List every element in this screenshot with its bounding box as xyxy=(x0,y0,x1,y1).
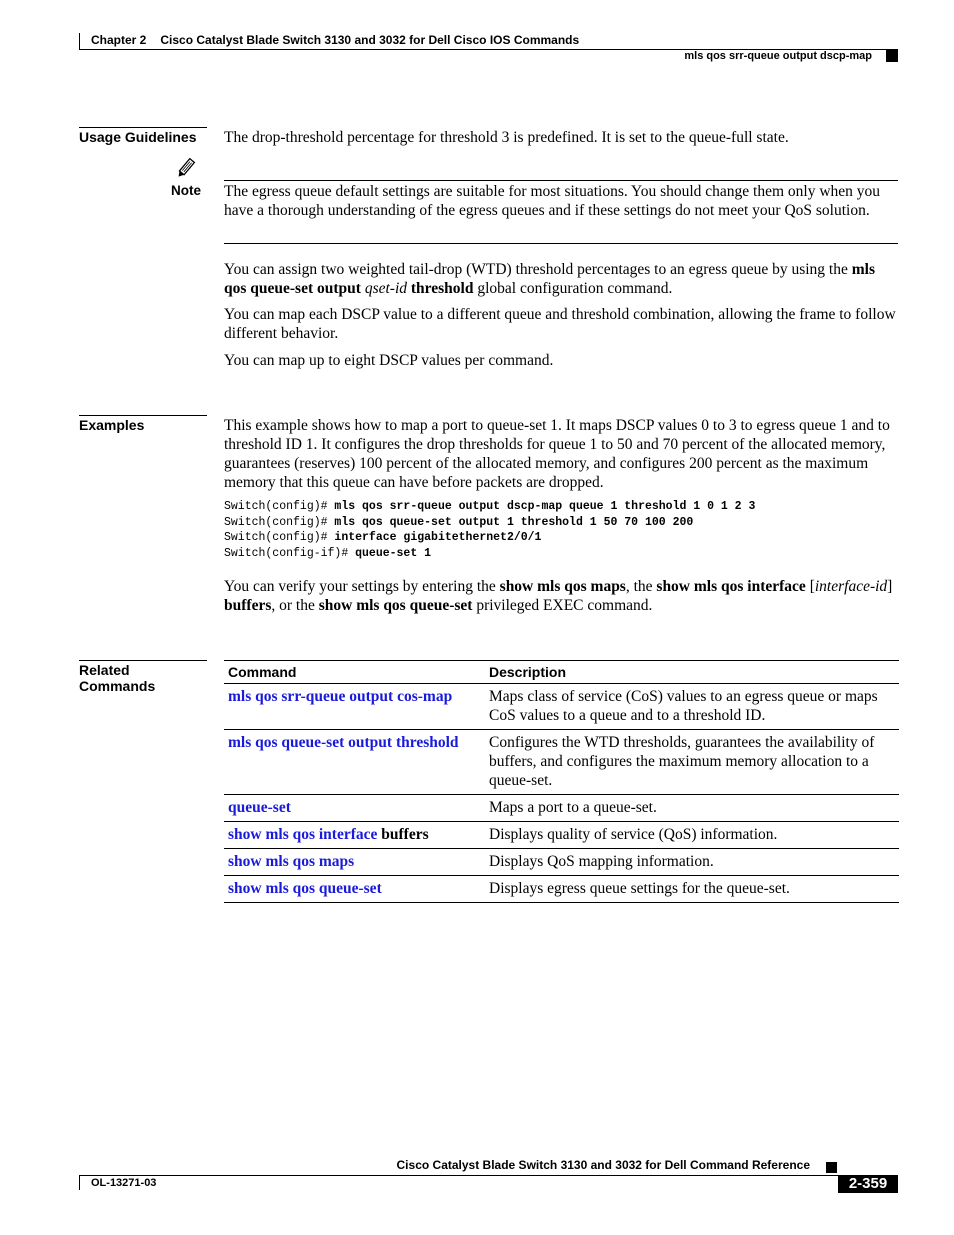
command-cell xyxy=(224,684,485,730)
description-cell: Displays quality of service (QoS) information. xyxy=(485,822,899,849)
command-mls-qos-queue-set-output: mls qos queue-set output xyxy=(224,261,875,297)
usage-paragraph-wtd xyxy=(224,260,898,298)
table-row xyxy=(224,684,899,730)
header-section-title: mls qos srr-queue output dscp-map xyxy=(684,50,872,62)
link-mls-qos-queue-set-output-threshold[interactable]: mls qos queue-set output threshold xyxy=(228,734,459,751)
note-text: The egress queue default settings are suitable for most situations. You should change them only when you have a thorough understanding of the egress queues and if these settings do not meet your QoS solution. xyxy=(224,183,881,219)
usage-paragraph-dscp-map: You can map each DSCP value to a different queue and threshold combination, allowing the frame to follow different behavior. xyxy=(224,306,896,342)
note-label: Note xyxy=(171,183,201,198)
column-header-command: Command xyxy=(224,661,485,684)
table-header-row xyxy=(224,661,899,684)
footer-left-bar xyxy=(79,1175,80,1190)
command-cell xyxy=(224,730,485,795)
header-left-bar xyxy=(79,33,80,50)
text-run: [ xyxy=(805,578,815,595)
footer-page-number: 2-359 xyxy=(838,1175,898,1193)
text-run: , the xyxy=(625,578,657,595)
table-row xyxy=(224,876,899,903)
description-cell: Configures the WTD thresholds, guarantees the availability of buffers, and configures the maximum memory allocation to a queue-set. xyxy=(485,730,899,795)
header-chapter xyxy=(91,33,579,47)
code-command: interface gigabitethernet2/0/1 xyxy=(334,531,542,544)
usage-paragraph-eight-values: You can map up to eight DSCP values per command. xyxy=(224,352,554,369)
examples-intro: This example shows how to map a port to queue-set 1. It maps DSCP values 0 to 3 to egress queue 1 and to threshold ID 1. It configures the drop thresholds for queue 1 to 50 and 70 percent of the allocated memory, guarantees (reserves) 100 percent of the allocated memory, and configures 200 percent as the maximum memory that this queue can have before packets are dropped. xyxy=(224,417,890,491)
link-queue-set[interactable]: queue-set xyxy=(228,799,291,816)
command-cell xyxy=(224,876,485,903)
code-prompt: Switch(config)# xyxy=(224,531,335,544)
link-show-mls-qos-queue-set[interactable]: show mls qos queue-set xyxy=(228,880,382,897)
description-cell: Displays egress queue settings for the queue-set. xyxy=(485,876,899,903)
code-prompt: Switch(config-if)# xyxy=(224,546,356,560)
command-cell xyxy=(224,849,485,876)
code-command: mls qos queue-set output 1 threshold 1 50 70 100 200 xyxy=(334,515,694,529)
text-run: ] xyxy=(887,578,893,595)
header-marker xyxy=(886,50,898,62)
table-row xyxy=(224,849,899,876)
command-show-mls-qos-maps: show mls qos maps xyxy=(499,578,626,595)
related-commands-table xyxy=(224,660,899,903)
code-line xyxy=(224,515,755,531)
chapter-number: Chapter 2 xyxy=(91,33,147,47)
command-show-mls-qos-interface: show mls qos interface xyxy=(656,578,806,595)
note-bottom-rule xyxy=(224,243,898,244)
command-suffix: buffers xyxy=(377,826,429,843)
argument-interface-id: interface-id xyxy=(814,578,888,595)
usage-guidelines-rule xyxy=(79,127,207,128)
footer-rule xyxy=(79,1175,838,1176)
command-cell xyxy=(224,795,485,822)
link-mls-qos-srr-queue-output-cos-map[interactable]: mls qos srr-queue output cos-map xyxy=(228,688,453,705)
link-show-mls-qos-maps[interactable]: show mls qos maps xyxy=(228,853,355,870)
examples-rule xyxy=(79,415,207,416)
code-command: mls qos srr-queue output dscp-map queue 1 threshold 1 0 1 2 3 xyxy=(334,500,756,513)
link-show-mls-qos-interface[interactable]: show mls qos interface xyxy=(228,826,378,843)
column-header-description: Description xyxy=(485,661,899,684)
code-prompt: Switch(config)# xyxy=(224,500,335,513)
pencil-note-icon xyxy=(173,157,197,181)
description-cell: Maps a port to a queue-set. xyxy=(485,795,899,822)
description-cell: Maps class of service (CoS) values to an egress queue or maps CoS values to a queue and to a threshold ID. xyxy=(485,684,899,730)
text-run: You can assign two weighted tail-drop (WTD) threshold percentages to an egress queue by using the xyxy=(224,261,852,278)
command-show-mls-qos-queue-set: show mls qos queue-set xyxy=(318,597,473,614)
code-prompt: Switch(config)# xyxy=(224,515,335,529)
note-top-rule xyxy=(224,180,898,181)
code-line xyxy=(224,499,755,515)
keyword-buffers: buffers xyxy=(224,597,272,614)
examples-label: Examples xyxy=(79,417,145,433)
usage-guidelines-intro: The drop-threshold percentage for threshold 3 is predefined. It is set to the queue-full state. xyxy=(224,129,789,146)
table-row xyxy=(224,822,899,849)
text-run: , or the xyxy=(271,597,319,614)
keyword-threshold: threshold xyxy=(410,280,474,297)
code-line xyxy=(224,546,755,562)
footer-book-title: Cisco Catalyst Blade Switch 3130 and 3032 for Dell Command Reference xyxy=(396,1158,810,1172)
examples-verify-paragraph xyxy=(224,577,898,615)
code-line xyxy=(224,530,755,546)
text-run: You can verify your settings by entering the xyxy=(224,578,500,595)
description-cell: Displays QoS mapping information. xyxy=(485,849,899,876)
table-row xyxy=(224,795,899,822)
table-row xyxy=(224,730,899,795)
related-commands-rule xyxy=(79,660,207,661)
text-run: global configuration command. xyxy=(473,280,673,297)
code-command: queue-set 1 xyxy=(355,546,432,560)
chapter-title: Cisco Catalyst Blade Switch 3130 and 3032 for Dell Cisco IOS Commands xyxy=(160,33,580,47)
text-run: privileged EXEC command. xyxy=(472,597,653,614)
argument-qset-id: qset-id xyxy=(364,280,408,297)
usage-guidelines-label: Usage Guidelines xyxy=(79,129,197,145)
related-commands-label: Related Commands xyxy=(79,662,156,694)
code-example xyxy=(224,499,755,561)
command-cell xyxy=(224,822,485,849)
footer-marker xyxy=(826,1162,837,1173)
footer-doc-id: OL-13271-03 xyxy=(91,1177,157,1189)
